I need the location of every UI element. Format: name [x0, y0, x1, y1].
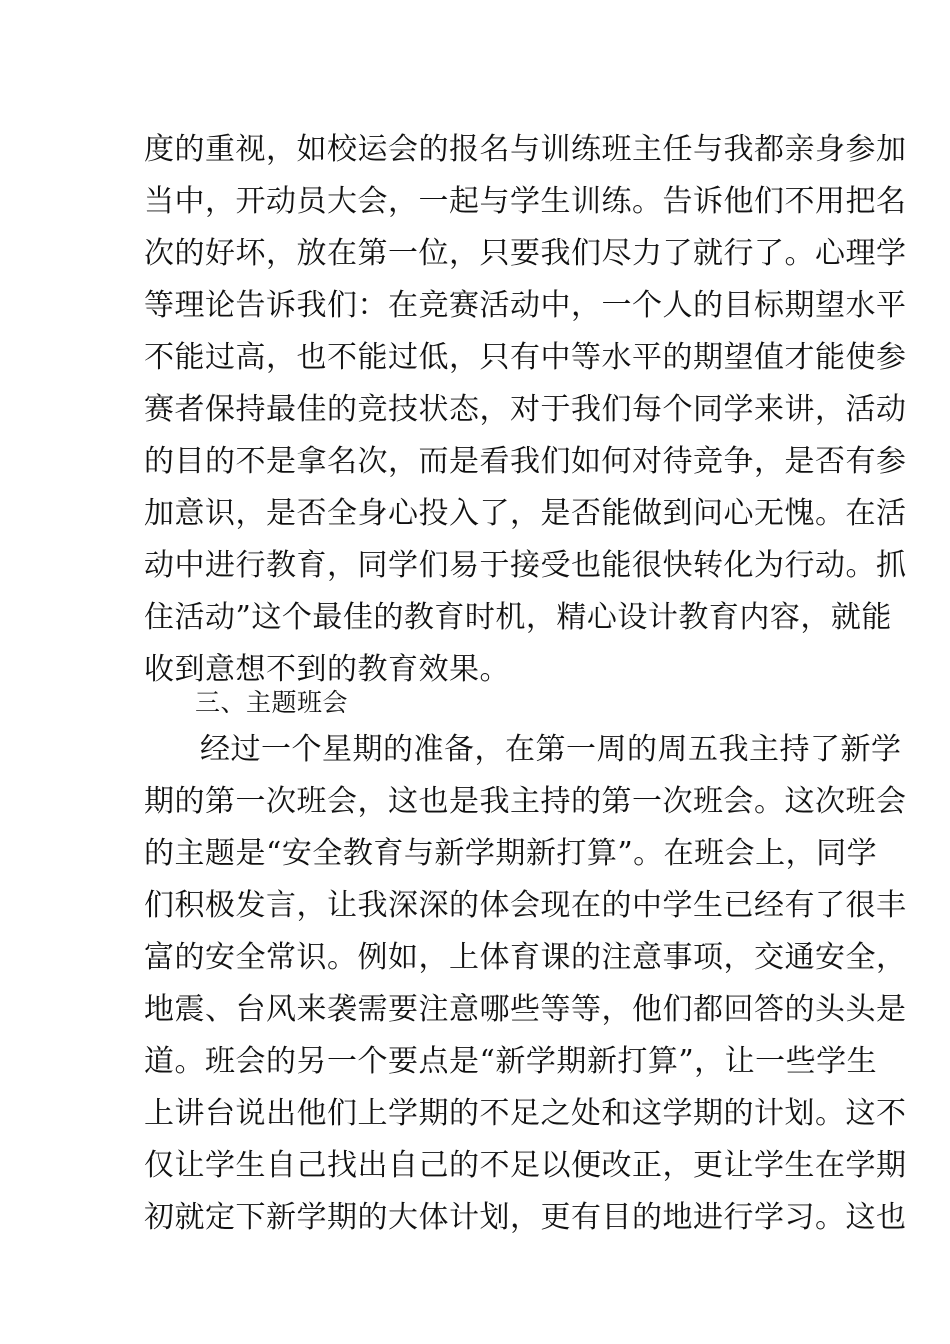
paragraph-1-line-7: 的目的不是拿名次，而是看我们如何对待竞争，是否有参 [144, 444, 907, 479]
paragraph-2-line-2: 期的第一次班会，这也是我主持的第一次班会。这次班会 [144, 784, 907, 819]
paragraph-2-line-1: 经过一个星期的准备，在第一周的周五我主持了新学 [200, 732, 902, 767]
paragraph-1-line-11: 收到意想不到的教育效果。 [144, 652, 510, 687]
paragraph-1-line-8: 加意识，是否全身心投入了，是否能做到问心无愧。在活 [144, 496, 907, 531]
paragraph-2-line-10: 初就定下新学期的大体计划，更有目的地进行学习。这也 [144, 1200, 907, 1235]
paragraph-2-line-6: 地震、台风来袭需要注意哪些等等，他们都回答的头头是 [144, 992, 907, 1027]
paragraph-1-line-5: 不能过高，也不能过低，只有中等水平的期望值才能使参 [144, 340, 907, 375]
paragraph-2-line-7: 道。班会的另一个要点是“新学期新打算”，让一些学生 [144, 1044, 878, 1079]
paragraph-1-line-10: 住活动”这个最佳的教育时机，精心设计教育内容，就能 [144, 600, 892, 635]
paragraph-2-line-4: 们积极发言，让我深深的体会现在的中学生已经有了很丰 [144, 888, 907, 923]
paragraph-1-line-4: 等理论告诉我们：在竞赛活动中，一个人的目标期望水平 [144, 288, 907, 323]
paragraph-1-line-3: 次的好坏，放在第一位，只要我们尽力了就行了。心理学 [144, 236, 907, 271]
paragraph-1-line-1: 度的重视，如校运会的报名与训练班主任与我都亲身参加 [144, 132, 907, 167]
paragraph-2-line-8: 上讲台说出他们上学期的不足之处和这学期的计划。这不 [144, 1096, 907, 1131]
paragraph-2-line-9: 仅让学生自己找出自己的不足以便改正，更让学生在学期 [144, 1148, 907, 1183]
section-heading: 三、主题班会 [195, 688, 349, 717]
paragraph-1-line-6: 赛者保持最佳的竞技状态，对于我们每个同学来讲，活动 [144, 392, 907, 427]
paragraph-1-line-9: 动中进行教育，同学们易于接受也能很快转化为行动。抓 [144, 548, 907, 583]
paragraph-2-line-5: 富的安全常识。例如，上体育课的注意事项，交通安全， [144, 940, 907, 975]
paragraph-1-line-2: 当中，开动员大会，一起与学生训练。告诉他们不用把名 [144, 184, 907, 219]
paragraph-2-line-3: 的主题是“安全教育与新学期新打算”。在班会上，同学 [144, 836, 878, 871]
